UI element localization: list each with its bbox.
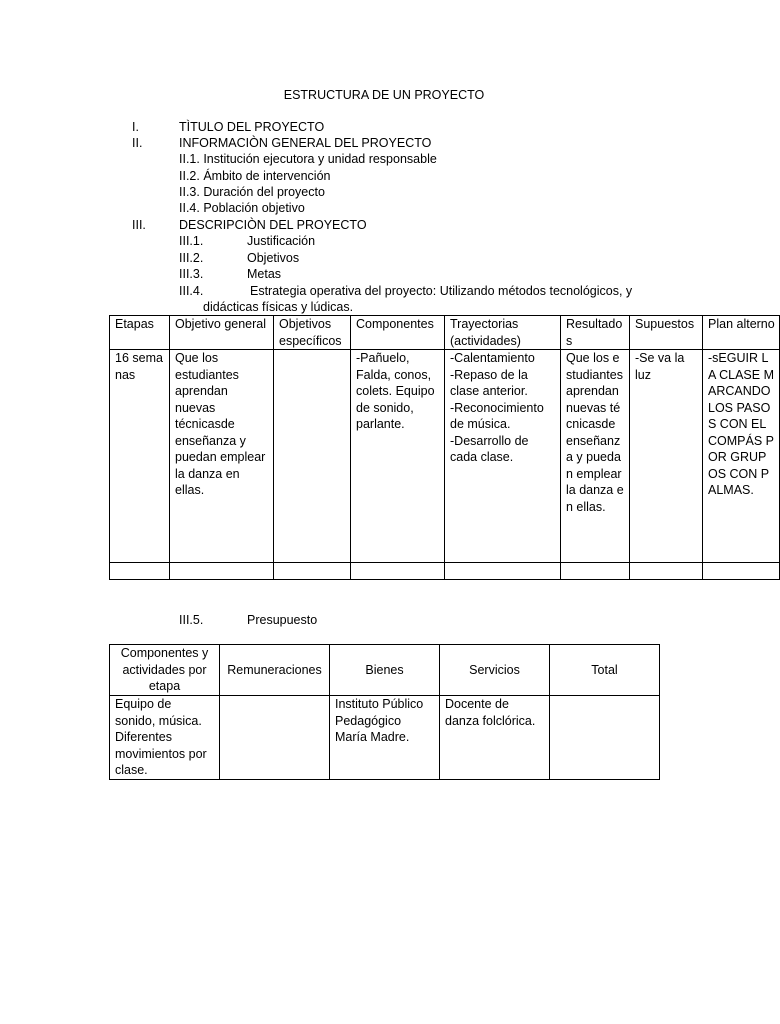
- table-row-empty: [110, 563, 780, 580]
- section-iii-5-number: III.5.: [179, 613, 204, 627]
- cell-plan-alterno: -sEGUIR LA CLASE MARCANDO LOS PASOS CON EL COMPÁS POR GRUPOS CON PALMAS.: [703, 350, 780, 563]
- section-iii-number: III.: [132, 218, 146, 232]
- cell-trayectorias: [445, 350, 561, 563]
- section-iii-2-text: Objetivos: [247, 251, 300, 265]
- section-iii-1-number: III.1.: [179, 234, 204, 248]
- trayectoria-item: -Desarrollo de cada clase.: [450, 433, 529, 464]
- table-row: [110, 350, 780, 563]
- section-i-number: I.: [132, 120, 139, 134]
- section-ii-2: II.2. Ámbito de intervención: [179, 169, 331, 183]
- budget-cell-bienes: Instituto Público Pedagógico María Madre.: [330, 696, 440, 780]
- section-iii-2-number: III.2.: [179, 251, 204, 265]
- budget-header-bienes: Bienes: [330, 645, 440, 696]
- section-ii-3: II.3. Duración del proyecto: [179, 185, 325, 199]
- header-plan-alterno: Plan alterno: [703, 316, 780, 350]
- section-i-title: TÌTULO DEL PROYECTO: [179, 120, 325, 134]
- budget-cell-servicios: Docente de danza folclórica.: [440, 696, 550, 780]
- trayectoria-item: -Calentamiento: [450, 351, 535, 365]
- section-ii-title: INFORMACIÒN GENERAL DEL PROYECTO: [179, 136, 432, 150]
- cell-componentes: -Pañuelo, Falda, conos, colets. Equipo de sonido, parlante.: [351, 350, 445, 563]
- section-ii-4: II.4. Población objetivo: [179, 201, 305, 215]
- header-etapas: Etapas: [110, 316, 170, 350]
- cell-etapas: 16 semanas: [110, 350, 170, 563]
- budget-cell-componentes: Equipo de sonido, música. Diferentes movimientos por clase.: [110, 696, 220, 780]
- budget-header-total: Total: [550, 645, 660, 696]
- section-iii-4-text: Estrategia operativa del proyecto: Utilizando métodos tecnológicos, y: [250, 284, 633, 298]
- budget-header-componentes: Componentes y actividades por etapa: [110, 645, 220, 696]
- header-supuestos: Supuestos: [630, 316, 703, 350]
- trayectoria-item: -Repaso de la clase anterior.: [450, 367, 528, 398]
- budget-table: [109, 644, 660, 780]
- section-iii-4-continuation: didácticas físicas y lúdicas.: [203, 300, 354, 314]
- cell-objetivo-general: Que los estudiantes aprendan nuevas técnicasde enseñanza y puedan emplear la danza en ellas.: [170, 350, 274, 563]
- header-componentes: Componentes: [351, 316, 445, 350]
- table-row: [110, 696, 660, 780]
- section-iii-3-number: III.3.: [179, 267, 204, 281]
- trayectoria-item: -Reconocimiento de música.: [450, 400, 544, 431]
- header-resultados: Resultados: [561, 316, 630, 350]
- cell-resultados: Que los estudiantes aprendan nuevas técnicasde enseñanza y puedan emplear la danza en ellas.: [561, 350, 630, 563]
- budget-header-remuneraciones: Remuneraciones: [220, 645, 330, 696]
- table-header-row: [110, 316, 780, 350]
- header-trayectorias: Trayectorias (actividades): [445, 316, 561, 350]
- header-objetivo-general: Objetivo general: [170, 316, 274, 350]
- section-iii-4-number: III.4.: [179, 284, 204, 298]
- section-iii-5-text: Presupuesto: [247, 613, 318, 627]
- cell-objetivos-especificos: [274, 350, 351, 563]
- cell-supuestos: -Se va la luz: [630, 350, 703, 563]
- budget-header-servicios: Servicios: [440, 645, 550, 696]
- section-iii-3-text: Metas: [247, 267, 282, 281]
- section-iii-1-text: Justificación: [247, 234, 316, 248]
- budget-cell-total: [550, 696, 660, 780]
- section-iii-title: DESCRIPCIÒN DEL PROYECTO: [179, 218, 367, 232]
- budget-header-row: [110, 645, 660, 696]
- section-ii-number: II.: [132, 136, 143, 150]
- section-ii-1: II.1. Institución ejecutora y unidad responsable: [179, 152, 437, 166]
- project-structure-table: [109, 315, 780, 580]
- page-title: ESTRUCTURA DE UN PROYECTO: [283, 88, 485, 102]
- budget-cell-remuneraciones: [220, 696, 330, 780]
- header-objetivos-especificos: Objetivos específicos: [274, 316, 351, 350]
